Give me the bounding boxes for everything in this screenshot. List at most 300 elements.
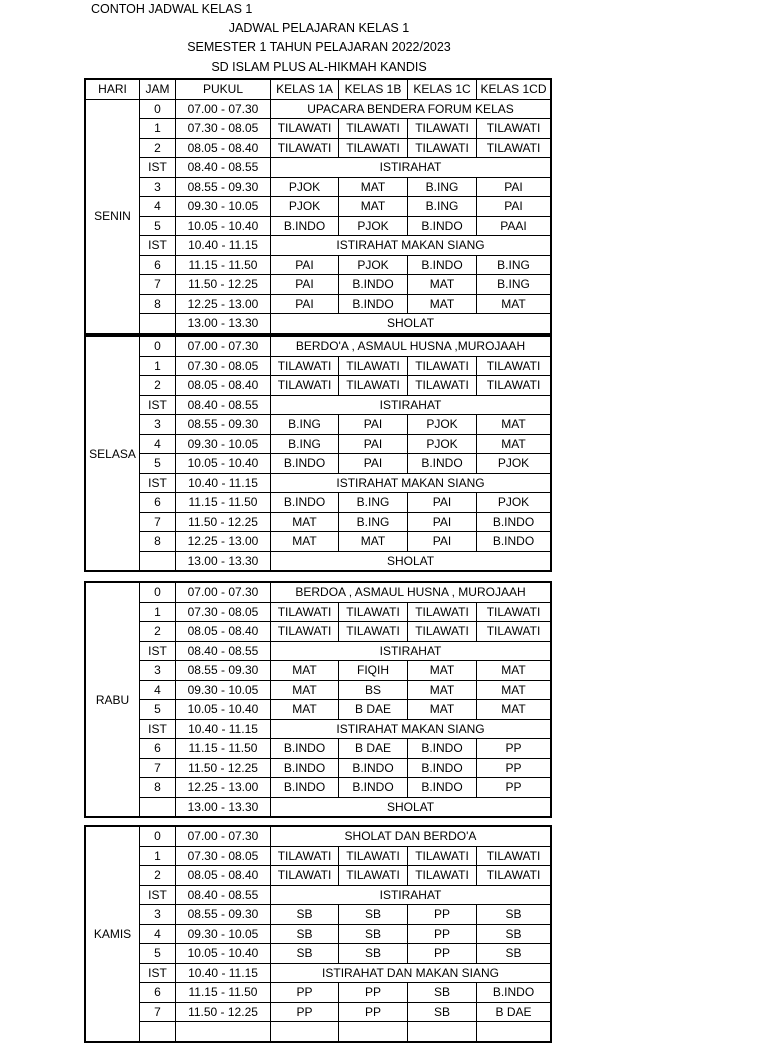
schedule-row: [86, 356, 551, 376]
merged-activity-cell: ISTIRAHAT MAKAN SIANG: [271, 719, 551, 739]
jam-cell: 5: [140, 700, 176, 720]
semester-subtitle: SEMESTER 1 TAHUN PELAJARAN 2022/2023: [187, 40, 451, 54]
subject-cell: PAI: [408, 493, 477, 513]
subject-cell: PAI: [477, 177, 551, 197]
subject-cell: SB: [271, 944, 339, 964]
subject-cell: TILAWATI: [477, 119, 551, 139]
jam-cell: 5: [140, 944, 176, 964]
subject-cell: TILAWATI: [477, 356, 551, 376]
day-name: SENIN: [86, 99, 140, 333]
subject-cell: MAT: [339, 177, 408, 197]
day-block-rabu: [84, 581, 552, 818]
subject-cell: TILAWATI: [339, 846, 408, 866]
schedule-row: [86, 680, 551, 700]
jam-cell: 4: [140, 434, 176, 454]
subject-cell: MAT: [339, 532, 408, 552]
subject-cell: MAT: [271, 661, 339, 681]
subject-cell: B.ING: [477, 275, 551, 295]
subject-cell: MAT: [271, 680, 339, 700]
subject-cell: TILAWATI: [271, 376, 339, 396]
schedule-row: [86, 602, 551, 622]
jam-cell: 2: [140, 376, 176, 396]
subject-cell: B.ING: [339, 493, 408, 513]
subject-cell: PAAI: [477, 216, 551, 236]
subject-cell: MAT: [477, 680, 551, 700]
subject-cell: TILAWATI: [339, 622, 408, 642]
merged-activity-cell: SHOLAT: [271, 797, 551, 817]
jam-cell: 1: [140, 846, 176, 866]
time-cell: 07.30 - 08.05: [176, 846, 271, 866]
subject-cell: PAI: [271, 255, 339, 275]
day-name: RABU: [86, 583, 140, 817]
subject-cell: PAI: [339, 434, 408, 454]
schedule-row: [86, 236, 551, 256]
jam-cell: 6: [140, 739, 176, 759]
subject-cell: MAT: [271, 512, 339, 532]
day-name: KAMIS: [86, 827, 140, 1042]
time-cell: 10.05 - 10.40: [176, 454, 271, 474]
subject-cell: PP: [408, 944, 477, 964]
header-hari: HARI: [86, 80, 140, 100]
subject-cell: TILAWATI: [408, 622, 477, 642]
jam-cell: IST: [140, 158, 176, 178]
time-cell: 08.40 - 08.55: [176, 885, 271, 905]
schedule-row: [86, 905, 551, 925]
subject-cell: PAI: [408, 512, 477, 532]
subject-cell: MAT: [339, 197, 408, 217]
jam-cell: 0: [140, 99, 176, 119]
subject-cell: SB: [271, 905, 339, 925]
subject-cell: TILAWATI: [339, 866, 408, 886]
subject-cell: MAT: [477, 661, 551, 681]
jam-cell: 8: [140, 532, 176, 552]
merged-activity-cell: ISTIRAHAT MAKAN SIANG: [271, 473, 551, 493]
subject-cell: B.INDO: [408, 758, 477, 778]
jam-cell: IST: [140, 885, 176, 905]
jam-cell: 0: [140, 583, 176, 603]
time-cell: [176, 1022, 271, 1042]
subject-cell: MAT: [408, 275, 477, 295]
jam-cell: 0: [140, 337, 176, 357]
schedule-row: [86, 255, 551, 275]
time-cell: 09.30 - 10.05: [176, 434, 271, 454]
subject-cell: B.INDO: [408, 454, 477, 474]
day-body: [86, 99, 551, 333]
jam-cell: 4: [140, 680, 176, 700]
merged-activity-cell: SHOLAT: [271, 551, 551, 571]
schedule-row: [86, 294, 551, 314]
subject-cell: MAT: [477, 294, 551, 314]
subject-cell: SB: [408, 983, 477, 1003]
subject-cell: B.INDO: [271, 778, 339, 798]
subject-cell: TILAWATI: [271, 138, 339, 158]
subject-cell: B.INDO: [477, 512, 551, 532]
schedule-row: [86, 473, 551, 493]
schedule-row: [86, 758, 551, 778]
jam-cell: 1: [140, 119, 176, 139]
subject-cell: B.ING: [271, 434, 339, 454]
time-cell: 08.05 - 08.40: [176, 866, 271, 886]
schedule-row: [86, 434, 551, 454]
schedule-row: [86, 963, 551, 983]
merged-activity-cell: BERDOA , ASMAUL HUSNA , MUROJAAH: [271, 583, 551, 603]
header-kelas-1a: KELAS 1A: [271, 80, 339, 100]
subject-cell: PP: [477, 758, 551, 778]
jam-cell: [140, 551, 176, 571]
time-cell: 08.55 - 09.30: [176, 905, 271, 925]
subject-cell: TILAWATI: [408, 119, 477, 139]
subject-cell: B.INDO: [271, 493, 339, 513]
time-cell: 08.55 - 09.30: [176, 177, 271, 197]
subject-cell: TILAWATI: [477, 866, 551, 886]
subject-cell: MAT: [477, 415, 551, 435]
jam-cell: 6: [140, 493, 176, 513]
merged-activity-cell: ISTIRAHAT: [271, 158, 551, 178]
subject-cell: PJOK: [477, 493, 551, 513]
schedule-table-kamis: [85, 826, 551, 1042]
time-cell: 07.00 - 07.30: [176, 583, 271, 603]
schedule-row: [86, 337, 551, 357]
time-cell: 07.00 - 07.30: [176, 337, 271, 357]
schedule-table-senin: [85, 79, 551, 334]
merged-activity-cell: ISTIRAHAT: [271, 885, 551, 905]
jam-cell: 2: [140, 866, 176, 886]
subject-cell: TILAWATI: [339, 602, 408, 622]
header-kelas-1cd: KELAS 1CD: [477, 80, 551, 100]
schedule-row: [86, 622, 551, 642]
time-cell: 10.05 - 10.40: [176, 216, 271, 236]
jam-cell: 4: [140, 197, 176, 217]
schedule-row: [86, 454, 551, 474]
jam-cell: 0: [140, 827, 176, 847]
jam-cell: 7: [140, 758, 176, 778]
subject-cell: TILAWATI: [408, 376, 477, 396]
subject-cell: [339, 1022, 408, 1042]
merged-activity-cell: UPACARA BENDERA FORUM KELAS: [271, 99, 551, 119]
schedule-row: [86, 275, 551, 295]
jam-cell: 6: [140, 983, 176, 1003]
subject-cell: PP: [339, 1002, 408, 1022]
subject-cell: TILAWATI: [271, 602, 339, 622]
subject-cell: PAI: [477, 197, 551, 217]
jam-cell: [140, 797, 176, 817]
schedule-table-selasa: [85, 336, 551, 571]
header-row: [86, 80, 551, 100]
time-cell: 11.15 - 11.50: [176, 493, 271, 513]
jam-cell: 6: [140, 255, 176, 275]
time-cell: 11.50 - 12.25: [176, 512, 271, 532]
schedule-row: [86, 99, 551, 119]
subject-cell: TILAWATI: [339, 119, 408, 139]
time-cell: 13.00 - 13.30: [176, 797, 271, 817]
schedule-row: [86, 641, 551, 661]
schedule-row: [86, 1002, 551, 1022]
jam-cell: IST: [140, 395, 176, 415]
subject-cell: PJOK: [339, 255, 408, 275]
jam-cell: 3: [140, 415, 176, 435]
time-cell: 11.15 - 11.50: [176, 983, 271, 1003]
time-cell: 13.00 - 13.30: [176, 551, 271, 571]
subject-cell: B.INDO: [408, 739, 477, 759]
header-pukul: PUKUL: [176, 80, 271, 100]
subject-cell: PP: [408, 905, 477, 925]
day-block-selasa: [84, 335, 552, 572]
subject-cell: PJOK: [271, 197, 339, 217]
subject-cell: PP: [477, 739, 551, 759]
time-cell: 12.25 - 13.00: [176, 294, 271, 314]
subject-cell: B.INDO: [477, 983, 551, 1003]
subject-cell: PJOK: [339, 216, 408, 236]
jam-cell: IST: [140, 963, 176, 983]
schedule-table-rabu: [85, 582, 551, 817]
subject-cell: PP: [339, 983, 408, 1003]
subject-cell: TILAWATI: [271, 866, 339, 886]
time-cell: 07.30 - 08.05: [176, 119, 271, 139]
subject-cell: PAI: [271, 294, 339, 314]
schedule-row: [86, 395, 551, 415]
subject-cell: TILAWATI: [339, 376, 408, 396]
schedule-row: [86, 138, 551, 158]
schedule-title: JADWAL PELAJARAN KELAS 1: [228, 21, 410, 35]
time-cell: 11.15 - 11.50: [176, 739, 271, 759]
merged-activity-cell: SHOLAT DAN BERDO'A: [271, 827, 551, 847]
time-cell: 08.05 - 08.40: [176, 376, 271, 396]
time-cell: 09.30 - 10.05: [176, 924, 271, 944]
subject-cell: SB: [408, 1002, 477, 1022]
subject-cell: TILAWATI: [408, 602, 477, 622]
time-cell: 07.00 - 07.30: [176, 827, 271, 847]
jam-cell: [140, 314, 176, 334]
jam-cell: 7: [140, 1002, 176, 1022]
jam-cell: 3: [140, 177, 176, 197]
subject-cell: PJOK: [408, 434, 477, 454]
jam-cell: 5: [140, 216, 176, 236]
subject-cell: B.ING: [339, 512, 408, 532]
time-cell: 10.05 - 10.40: [176, 700, 271, 720]
time-cell: 10.05 - 10.40: [176, 944, 271, 964]
jam-cell: 4: [140, 924, 176, 944]
subject-cell: FIQIH: [339, 661, 408, 681]
time-cell: 08.40 - 08.55: [176, 395, 271, 415]
schedule-row: [86, 719, 551, 739]
schedule-row: [86, 661, 551, 681]
subject-cell: MAT: [408, 661, 477, 681]
jam-cell: 2: [140, 622, 176, 642]
subject-cell: B.INDO: [477, 532, 551, 552]
subject-cell: PJOK: [477, 454, 551, 474]
subject-cell: BS: [339, 680, 408, 700]
time-cell: 08.55 - 09.30: [176, 661, 271, 681]
time-cell: 13.00 - 13.30: [176, 314, 271, 334]
jam-cell: [140, 1022, 176, 1042]
subject-cell: SB: [477, 924, 551, 944]
jam-cell: 1: [140, 356, 176, 376]
schedule-row: [86, 983, 551, 1003]
schedule-row: [86, 739, 551, 759]
subject-cell: MAT: [408, 294, 477, 314]
document-label: CONTOH JADWAL KELAS 1: [91, 2, 253, 16]
subject-cell: TILAWATI: [408, 356, 477, 376]
subject-cell: TILAWATI: [271, 622, 339, 642]
subject-cell: [477, 1022, 551, 1042]
subject-cell: SB: [477, 944, 551, 964]
day-name: SELASA: [86, 337, 140, 571]
time-cell: 07.30 - 08.05: [176, 602, 271, 622]
jam-cell: 3: [140, 661, 176, 681]
jam-cell: 5: [140, 454, 176, 474]
jam-cell: IST: [140, 719, 176, 739]
subject-cell: TILAWATI: [408, 846, 477, 866]
subject-cell: PP: [271, 983, 339, 1003]
subject-cell: B.ING: [477, 255, 551, 275]
header-kelas-1c: KELAS 1C: [408, 80, 477, 100]
subject-cell: B.INDO: [271, 454, 339, 474]
subject-cell: TILAWATI: [408, 138, 477, 158]
subject-cell: SB: [271, 924, 339, 944]
time-cell: 07.30 - 08.05: [176, 356, 271, 376]
day-body: [86, 827, 551, 1042]
schedule-row: [86, 551, 551, 571]
jam-cell: 2: [140, 138, 176, 158]
subject-cell: SB: [339, 905, 408, 925]
merged-activity-cell: SHOLAT: [271, 314, 551, 334]
schedule-row: [86, 924, 551, 944]
time-cell: 12.25 - 13.00: [176, 778, 271, 798]
subject-cell: B.INDO: [339, 275, 408, 295]
jam-cell: 7: [140, 512, 176, 532]
subject-cell: [271, 1022, 339, 1042]
merged-activity-cell: BERDO'A , ASMAUL HUSNA ,MUROJAAH: [271, 337, 551, 357]
schedule-row: [86, 778, 551, 798]
day-block-senin: [84, 78, 552, 335]
jam-cell: IST: [140, 236, 176, 256]
schedule-row: [86, 216, 551, 236]
merged-activity-cell: ISTIRAHAT: [271, 395, 551, 415]
time-cell: 09.30 - 10.05: [176, 680, 271, 700]
merged-activity-cell: ISTIRAHAT: [271, 641, 551, 661]
time-cell: 10.40 - 11.15: [176, 473, 271, 493]
header-jam: JAM: [140, 80, 176, 100]
time-cell: 08.40 - 08.55: [176, 641, 271, 661]
subject-cell: PAI: [339, 415, 408, 435]
subject-cell: MAT: [271, 700, 339, 720]
subject-cell: PJOK: [408, 415, 477, 435]
time-cell: 09.30 - 10.05: [176, 197, 271, 217]
schedule-row: [86, 158, 551, 178]
day-block-kamis: [84, 825, 552, 1043]
subject-cell: B.INDO: [271, 758, 339, 778]
subject-cell: B.INDO: [408, 778, 477, 798]
schedule-row: [86, 846, 551, 866]
subject-cell: PP: [408, 924, 477, 944]
schedule-row: [86, 197, 551, 217]
subject-cell: TILAWATI: [271, 846, 339, 866]
time-cell: 11.50 - 12.25: [176, 275, 271, 295]
subject-cell: B DAE: [477, 1002, 551, 1022]
subject-cell: TILAWATI: [477, 622, 551, 642]
subject-cell: B.ING: [408, 177, 477, 197]
subject-cell: TILAWATI: [271, 119, 339, 139]
subject-cell: PAI: [339, 454, 408, 474]
header-kelas-1b: KELAS 1B: [339, 80, 408, 100]
merged-activity-cell: ISTIRAHAT DAN MAKAN SIANG: [271, 963, 551, 983]
subject-cell: PJOK: [271, 177, 339, 197]
subject-cell: PAI: [408, 532, 477, 552]
schedule-row: [86, 885, 551, 905]
jam-cell: 3: [140, 905, 176, 925]
subject-cell: SB: [339, 944, 408, 964]
schedule-row: [86, 512, 551, 532]
subject-cell: MAT: [477, 700, 551, 720]
schedule-row: [86, 376, 551, 396]
day-body: [86, 583, 551, 817]
subject-cell: TILAWATI: [477, 602, 551, 622]
subject-cell: SB: [477, 905, 551, 925]
subject-cell: PAI: [271, 275, 339, 295]
schedule-row: [86, 532, 551, 552]
schedule-row: [86, 493, 551, 513]
schedule-row: [86, 119, 551, 139]
subject-cell: TILAWATI: [408, 866, 477, 886]
time-cell: 11.50 - 12.25: [176, 1002, 271, 1022]
schedule-row: [86, 415, 551, 435]
time-cell: 10.40 - 11.15: [176, 719, 271, 739]
subject-cell: TILAWATI: [477, 138, 551, 158]
jam-cell: 1: [140, 602, 176, 622]
subject-cell: B.INDO: [271, 739, 339, 759]
time-cell: 11.15 - 11.50: [176, 255, 271, 275]
schedule-row: [86, 314, 551, 334]
subject-cell: TILAWATI: [339, 356, 408, 376]
time-cell: 10.40 - 11.15: [176, 236, 271, 256]
time-cell: 10.40 - 11.15: [176, 963, 271, 983]
subject-cell: MAT: [408, 700, 477, 720]
subject-cell: B.INDO: [408, 216, 477, 236]
subject-cell: SB: [339, 924, 408, 944]
schedule-row: [86, 944, 551, 964]
subject-cell: B.INDO: [408, 255, 477, 275]
time-cell: 12.25 - 13.00: [176, 532, 271, 552]
time-cell: 11.50 - 12.25: [176, 758, 271, 778]
subject-cell: B.INDO: [339, 294, 408, 314]
subject-cell: PP: [271, 1002, 339, 1022]
subject-cell: B.INDO: [339, 778, 408, 798]
subject-cell: B DAE: [339, 739, 408, 759]
schedule-row: [86, 827, 551, 847]
schedule-row: [86, 177, 551, 197]
subject-cell: B.INDO: [271, 216, 339, 236]
time-cell: 08.40 - 08.55: [176, 158, 271, 178]
time-cell: 08.55 - 09.30: [176, 415, 271, 435]
schedule-row: [86, 700, 551, 720]
schedule-row: [86, 583, 551, 603]
jam-cell: 8: [140, 294, 176, 314]
school-name: SD ISLAM PLUS AL-HIKMAH KANDIS: [211, 60, 427, 74]
schedule-row: [86, 866, 551, 886]
time-cell: 07.00 - 07.30: [176, 99, 271, 119]
merged-activity-cell: ISTIRAHAT MAKAN SIANG: [271, 236, 551, 256]
subject-cell: B.ING: [271, 415, 339, 435]
subject-cell: B.ING: [408, 197, 477, 217]
schedule-row: [86, 1022, 551, 1042]
jam-cell: IST: [140, 473, 176, 493]
subject-cell: TILAWATI: [339, 138, 408, 158]
time-cell: 08.05 - 08.40: [176, 622, 271, 642]
subject-cell: MAT: [271, 532, 339, 552]
subject-cell: MAT: [477, 434, 551, 454]
subject-cell: MAT: [408, 680, 477, 700]
subject-cell: TILAWATI: [271, 356, 339, 376]
